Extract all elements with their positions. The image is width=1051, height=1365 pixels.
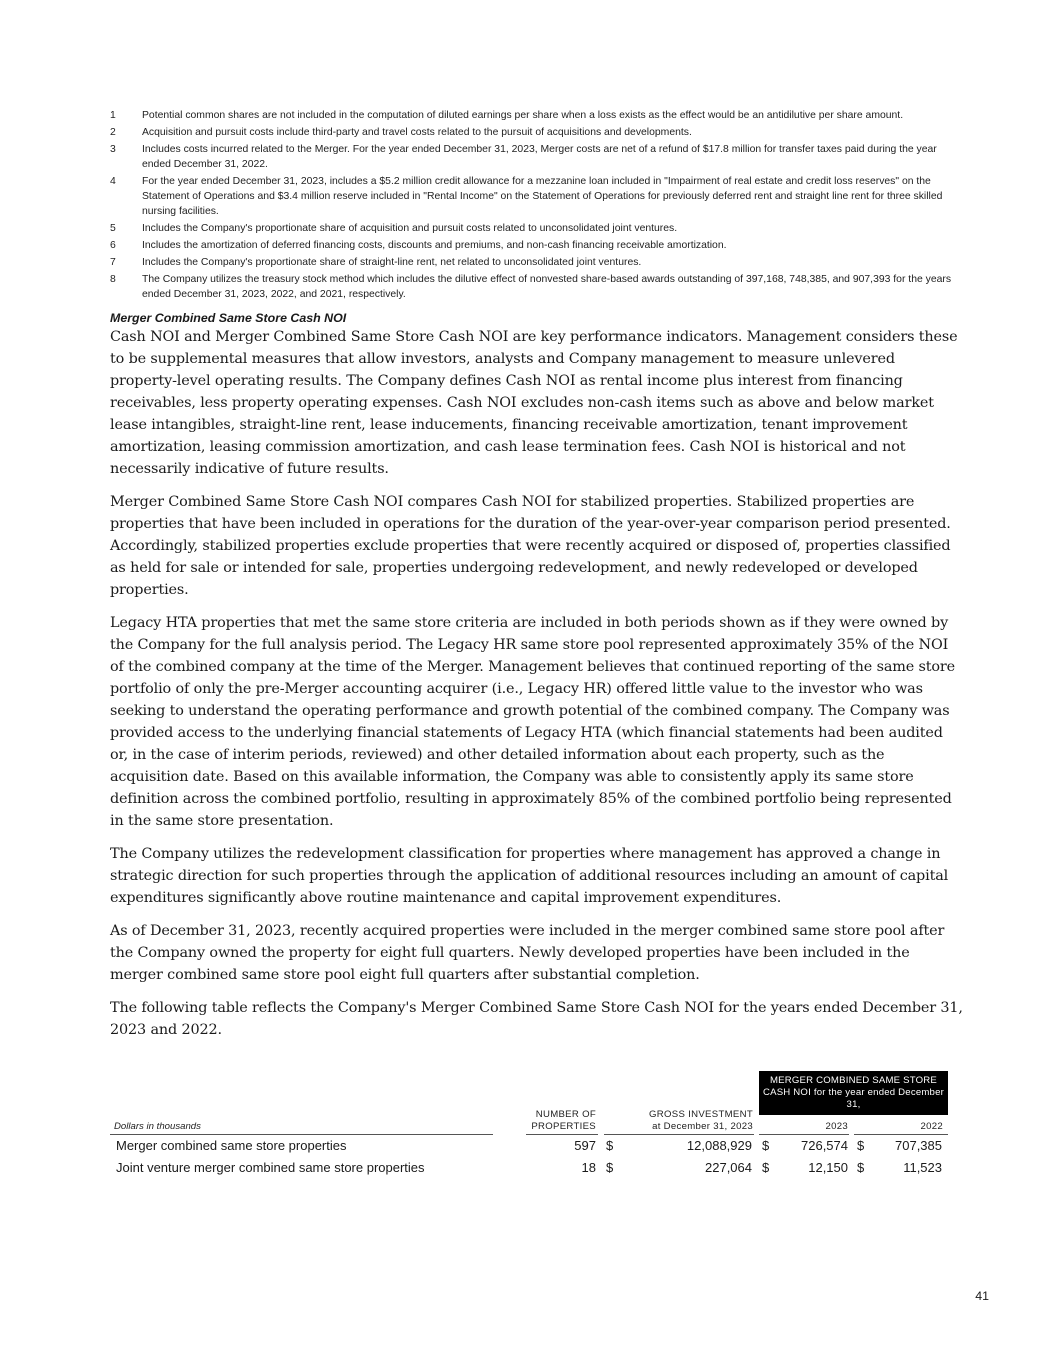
row-noi-2023: 726,574 (801, 1138, 848, 1153)
footnote-text: Includes costs incurred related to the Merger. For the year ended December 31, 2023, Merger costs are net of a refund of $17.8 million for transfer taxes paid during the year ended December 31, 2022. (142, 144, 937, 170)
body-paragraph: The following table reflects the Company's Merger Combined Same Store Cash NOI for the years ended December 31, 2023 and 2022. (110, 1000, 963, 1038)
currency-symbol: $ (762, 1138, 770, 1153)
row-noi-2022: 707,385 (895, 1138, 942, 1153)
table-row (110, 1135, 948, 1157)
body-paragraph: Merger Combined Same Store Cash NOI compares Cash NOI for stabilized properties. Stabilized properties are properties that have been included in operations for the duration of the year-over-year comparison period presented. Accordingly, stabilized properties exclude properties that were recently acquired or disposed of, properties classified as held for sale or intended for sale, properties undergoing redevelopment, and newly redeveloped or developed properties. (110, 494, 951, 598)
footnote-number: 8 (110, 274, 116, 285)
footnote (110, 142, 965, 172)
header-gross-investment (620, 1109, 753, 1133)
currency-symbol: $ (762, 1160, 770, 1175)
table-header (110, 1071, 948, 1135)
table-row (110, 1157, 948, 1179)
footnote-text: Includes the Company's proportionate share of straight-line rent, net related to unconsolidated joint ventures. (142, 257, 642, 268)
footnote-number: 4 (110, 176, 116, 187)
footnote-number: 3 (110, 144, 116, 155)
footnote (110, 255, 965, 270)
body-paragraph: As of December 31, 2023, recently acquired properties were included in the merger combined same store pool after the Company owned the property for eight full quarters. Newly developed properties have been included in the merger combined same store pool eight full quarters after substantial completion. (110, 923, 945, 983)
section-heading: Merger Combined Same Store Cash NOI (110, 311, 347, 325)
footnote (110, 238, 965, 253)
footnote-text: Includes the amortization of deferred financing costs, discounts and premiums, and non-cash financing receivable amortization. (142, 240, 727, 251)
header-gross-line2: at December 31, 2023 (652, 1121, 753, 1132)
footnote-text: The Company utilizes the treasury stock method which includes the dilutive effect of nonvested share-based awards outstanding of 397,168, 748,385, and 907,393 for the years ended December 31, 2023, 2022, and 2021, respectively. (142, 274, 952, 300)
footnote-text: Includes the Company's proportionate share of acquisition and pursuit costs related to unconsolidated joint ventures. (142, 223, 678, 234)
header-2023: 2023 (825, 1121, 848, 1132)
row-properties: 597 (574, 1138, 596, 1153)
currency-symbol: $ (606, 1160, 614, 1175)
footnote-number: 6 (110, 240, 116, 251)
body-paragraph: Legacy HTA properties that met the same store criteria are included in both periods shown as if they were owned by the Company for the full analysis period. The Legacy HR same store pool represented approximately 35% of the NOI of the combined company at the time of the Merger. Management believes that continued reporting of the same store portfolio of only the pre-Merger accounting acquirer (i.e., Legacy HR) offered little value to the investor who was seeking to understand the operating performance and growth potential of the combined company. The Company was provided access to the underlying financial statements of Legacy HTA (which financial statements had been audited or, in the case of interim periods, reviewed) and other detailed information about each property, such as the acquisition date. Based on this available information, the Company was able to consistently apply its same store definition across the combined portfolio, resulting in approximately 85% of the combined portfolio being represented in the same store presentation. (110, 615, 956, 829)
header-dollars-in-thousands: Dollars in thousands (114, 1121, 201, 1132)
row-properties: 18 (581, 1160, 596, 1175)
footnote-text: Potential common shares are not included in the computation of diluted earnings per share when a loss exists as the effect would be an antidilutive per share amount. (142, 110, 904, 121)
row-noi-2022: 11,523 (903, 1160, 942, 1175)
footnote-text: Acquisition and pursuit costs include third-party and travel costs related to the pursuit of acquisitions and developments. (142, 127, 692, 138)
page-content (110, 108, 965, 1179)
footnote (110, 108, 965, 123)
body-paragraph: The Company utilizes the redevelopment classification for properties where management has approved a change in strategic direction for such properties through the application of additional resources including an amount of capital expenditures significantly above routine maintenance and capital improvement expenditures. (110, 846, 949, 906)
row-label: Merger combined same store properties (116, 1138, 347, 1153)
footnote-number: 7 (110, 257, 116, 268)
footnote-number: 1 (110, 110, 116, 121)
footnote-number: 2 (110, 127, 116, 138)
footnote (110, 125, 965, 140)
footnote-text: For the year ended December 31, 2023, includes a $5.2 million credit allowance for a mezzanine loan included in "Impairment of real estate and credit loss reserves" on the Statement of Operations and $3.4 million reserve included in "Rental Income" on the Statement of Operations for previously deferred rent and straight line rent for three skilled nursing facilities. (142, 176, 943, 217)
footnote (110, 221, 965, 236)
footnote (110, 272, 965, 302)
currency-symbol: $ (857, 1160, 865, 1175)
same-store-noi-table (110, 1071, 948, 1179)
body-paragraph: Cash NOI and Merger Combined Same Store Cash NOI are key performance indicators. Management considers these to be supplemental measures that allow investors, analysts and Company management to measure unlevered property-level operating results. The Company defines Cash NOI as rental income plus interest from financing receivables, less property operating expenses. Cash NOI excludes non-cash items such as above and below market lease intangibles, straight-line rent, lease inducements, financing receivable amortization, tenant improvement amortization, leasing commission amortization, and cash lease termination fees. Cash NOI is historical and not necessarily indicative of future results. (110, 329, 958, 477)
page-number: 41 (975, 1289, 989, 1303)
row-gross-investment: 12,088,929 (686, 1138, 752, 1153)
row-noi-2023: 12,150 (808, 1160, 848, 1175)
footnote (110, 174, 965, 219)
group-header: MERGER COMBINED SAME STORE CASH NOI for the year ended December 31, (759, 1071, 948, 1115)
currency-symbol: $ (606, 1138, 614, 1153)
header-gross-line1: GROSS INVESTMENT (649, 1109, 753, 1120)
currency-symbol: $ (857, 1138, 865, 1153)
row-label: Joint venture merger combined same store properties (116, 1160, 425, 1175)
header-2022: 2022 (920, 1121, 943, 1132)
footnote-number: 5 (110, 223, 116, 234)
footnotes (110, 108, 965, 302)
header-number-of-properties: NUMBER OF PROPERTIES (531, 1109, 596, 1132)
row-gross-investment: 227,064 (705, 1160, 752, 1175)
